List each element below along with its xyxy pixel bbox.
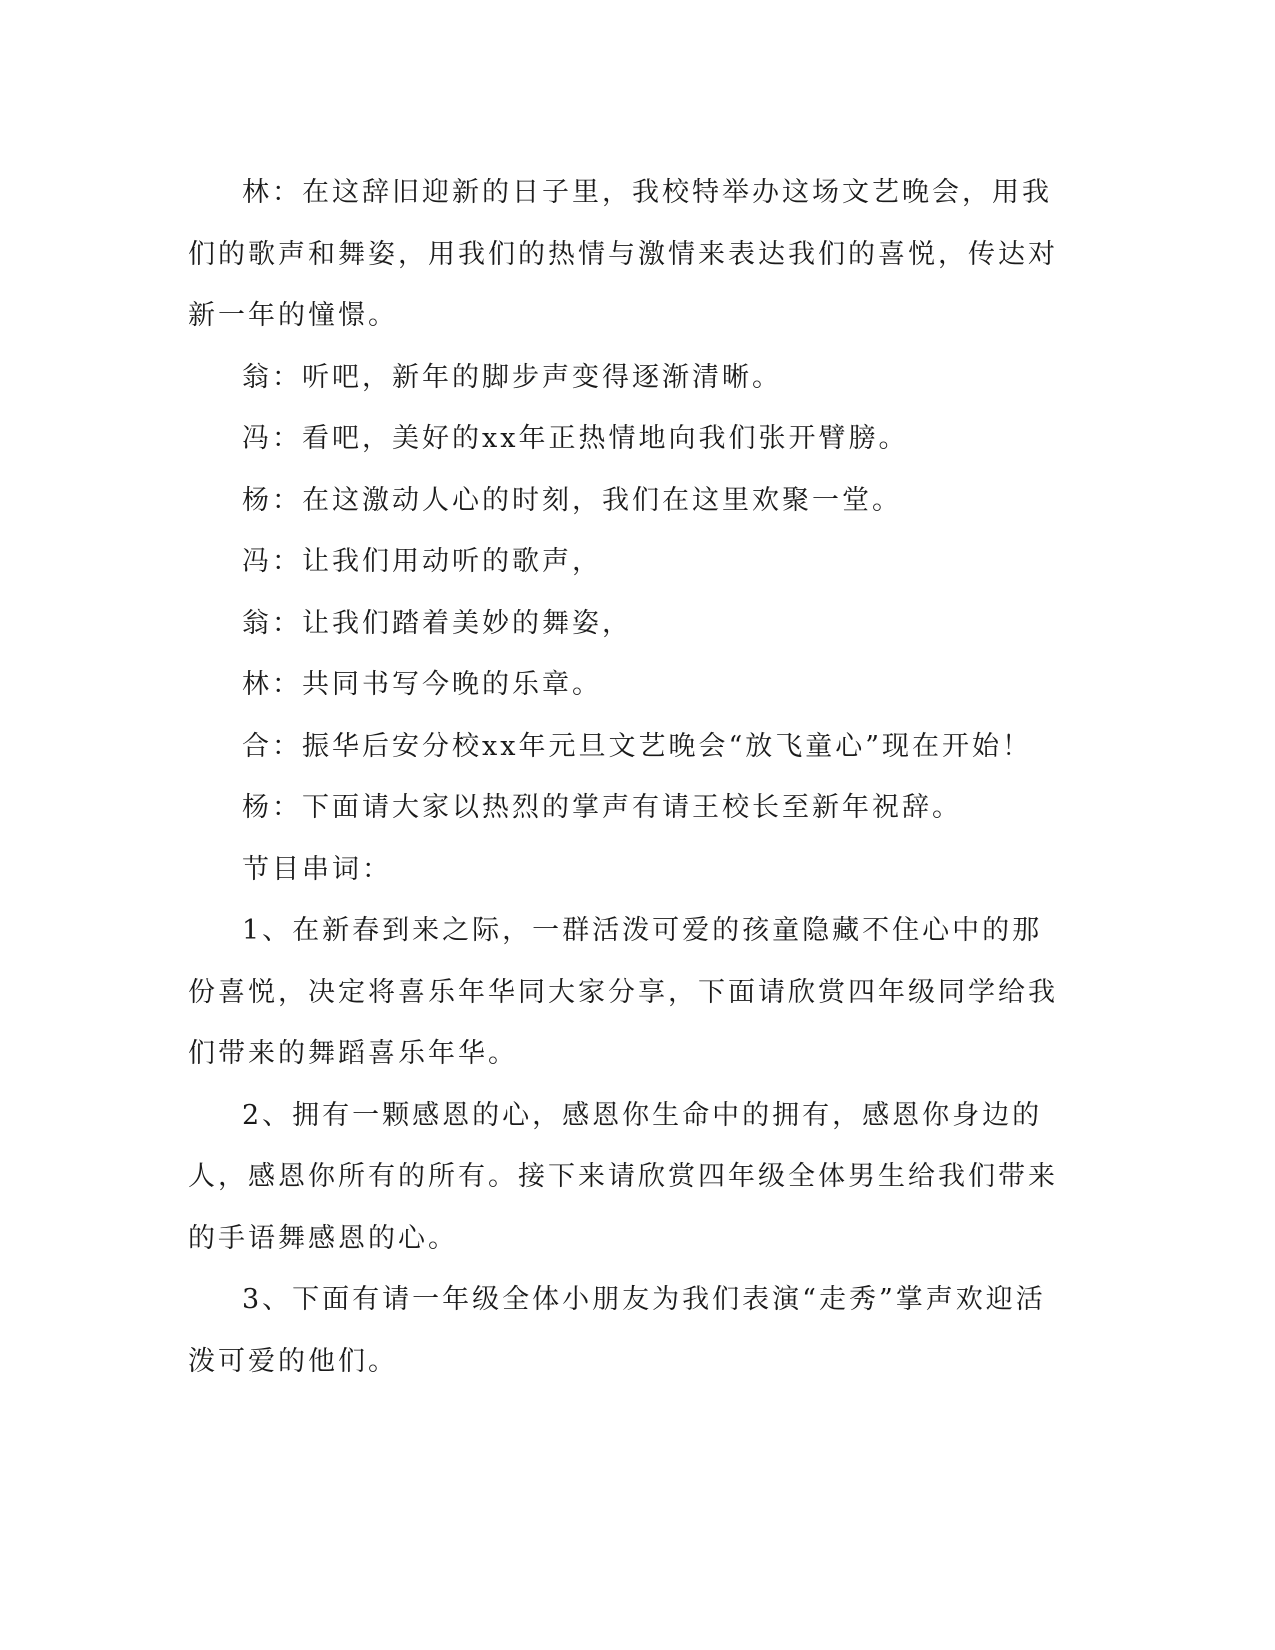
paragraph-weng-dance: 翁：让我们踏着美妙的舞姿， — [242, 607, 632, 639]
program-item-3: 3、下面有请一年级全体小朋友为我们表演“走秀”掌声欢迎活泼可爱的他们。 — [188, 1284, 1046, 1377]
paragraph-yang-principal: 杨：下面请大家以热烈的掌声有请王校长至新年祝辞。 — [242, 792, 962, 823]
paragraph-feng-look: 冯：看吧，美好的xx年正热情地向我们张开臂膀。 — [242, 423, 909, 454]
paragraph-lin-write: 林：共同书写今晚的乐章。 — [242, 669, 602, 700]
paragraph-weng-listen: 翁：听吧，新年的脚步声变得逐渐清晰。 — [242, 361, 782, 393]
paragraph-yang-moment: 杨：在这激动人心的时刻，我们在这里欢聚一堂。 — [242, 484, 902, 516]
program-item-1: 1、在新春到来之际，一群活泼可爱的孩童隐藏不住心中的那份喜悦，决定将喜乐年华同大家分享，下面请欣赏四年级同学给我们带来的舞蹈喜乐年华。 — [188, 915, 1058, 1069]
paragraph-together-start: 合：振华后安分校xx年元旦文艺晚会“放飞童心”现在开始！ — [242, 730, 1033, 762]
document-body — [188, 162, 1058, 1392]
section-heading-program-lines: 节目串词： — [242, 853, 392, 885]
program-item-2: 2、拥有一颗感恩的心，感恩你生命中的拥有，感恩你身边的人，感恩你所有的所有。接下来请欣赏四年级全体男生给我们带来的手语舞感恩的心。 — [188, 1099, 1058, 1254]
paragraph-feng-song: 冯：让我们用动听的歌声， — [242, 546, 602, 577]
paragraph-opening-lin: 林：在这辞旧迎新的日子里，我校特举办这场文艺晚会，用我们的歌声和舞姿，用我们的热情与激情来表达我们的喜悦，传达对新一年的憧憬。 — [188, 177, 1058, 331]
